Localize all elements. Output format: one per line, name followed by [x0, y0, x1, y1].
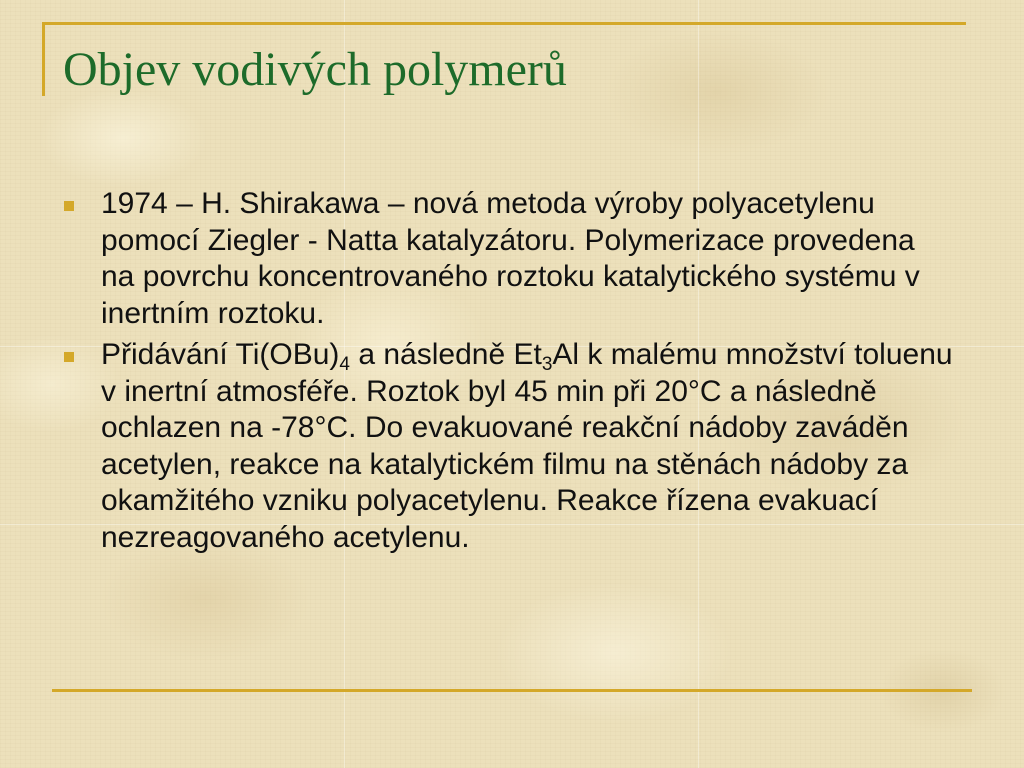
- bullet-list: [64, 186, 954, 561]
- bullet-text-part: Al k malému množství toluenu v inertní atmosféře. Roztok byl 45 min při 20°C a následně ochlazen na -78°C. Do evakuované reakční nádoby zaváděn acetylen, reakce na katalytickém filmu na stěnách nádoby za okamžitého vzniku polyacetylenu. Reakce řízena evakuací nezreagovaného acetylenu.: [101, 338, 953, 554]
- bullet-text: 1974 – H. Shirakawa – nová metoda výroby polyacetylenu pomocí Ziegler - Natta katalyzátoru. Polymerizace provedena na povrchu koncentrovaného roztoku katalytického systému v inertním roztoku.: [101, 187, 920, 330]
- bullet-square-icon: [64, 352, 74, 362]
- bullet-text-part: a následně Et: [350, 338, 542, 371]
- title-frame-left-rule: [42, 22, 45, 96]
- bullet-item-shirakawa: [64, 186, 954, 332]
- bullet-item-procedure: [64, 337, 954, 556]
- title-frame-top-rule: [42, 22, 966, 25]
- bullet-text-part: Přidávání Ti(OBu): [101, 338, 340, 371]
- footer-rule: [52, 689, 972, 692]
- subscript: 3: [541, 354, 553, 375]
- slide-title: Objev vodivých polymerů: [63, 43, 567, 96]
- subscript: 4: [339, 354, 350, 375]
- bullet-square-icon: [64, 201, 74, 211]
